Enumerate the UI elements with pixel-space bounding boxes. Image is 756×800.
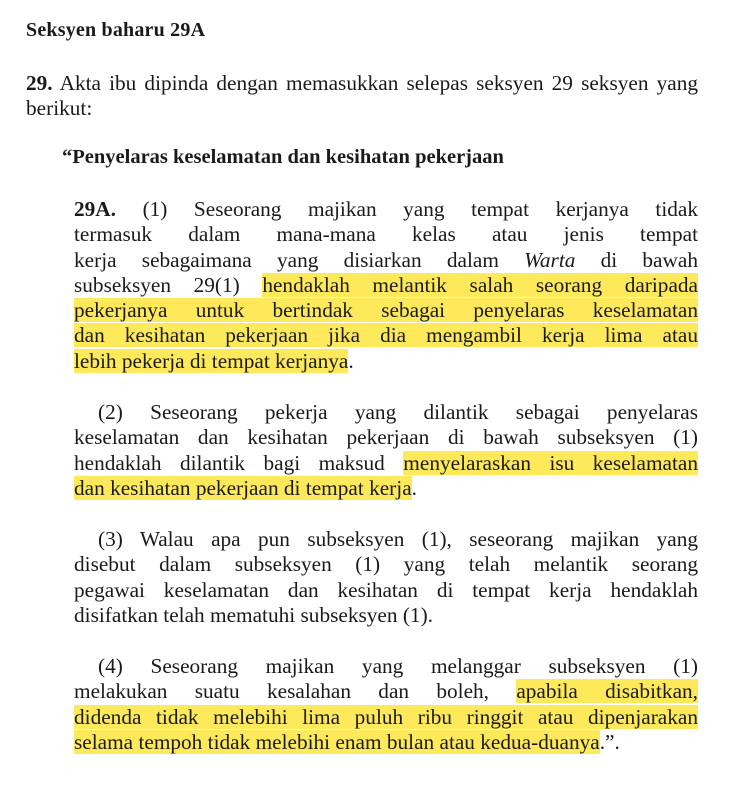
paragraph-text: Akta ibu dipinda dengan memasukkan selepas seksyen 29 seksyen yang berikut:	[26, 71, 699, 120]
s3-line	[74, 527, 698, 552]
s1-text: kerja sebagaimana yang disiarkan dalam	[74, 247, 499, 272]
s1-text: (1) Seseorang majikan yang tempat kerjanya tidak	[142, 197, 699, 221]
s2-text: hendaklah dilantik bagi maksud	[74, 450, 385, 475]
s4-line	[74, 679, 698, 704]
highlighted-text: didenda tidak melebihi lima puluh ribu ringgit atau dipenjarakan	[74, 704, 698, 729]
new-section-title: “Penyelaras keselamatan dan kesihatan pekerjaan	[62, 146, 504, 168]
highlighted-text: hendaklah melantik salah seorang daripada	[262, 272, 699, 297]
s1-line	[74, 197, 698, 222]
s4-text: .”.	[599, 729, 620, 754]
s1-line	[74, 298, 698, 323]
section-heading	[26, 19, 205, 42]
s4-line	[74, 654, 698, 679]
s1-text: subseksyen 29(1)	[74, 272, 240, 297]
highlighted-text: selama tempoh tidak melebihi enam bulan atau kedua-duanya	[74, 729, 600, 754]
s2-line: keselamatan dan kesihatan pekerjaan di bawah subseksyen (1)	[74, 425, 698, 450]
s1-line	[74, 349, 698, 374]
highlighted-text: apabila disabitkan,	[516, 679, 698, 704]
s1-line	[74, 248, 698, 273]
s2-text: (2) Seseorang pekerja yang dilantik sebagai penyelaras	[98, 400, 698, 424]
s2-text: .	[411, 475, 417, 500]
s3-line: pegawai keselamatan dan kesihatan di tempat kerja hendaklah	[74, 577, 698, 602]
s4-line	[74, 730, 698, 755]
highlighted-text: menyelaraskan isu keselamatan	[403, 450, 699, 475]
s1-text: di bawah	[600, 247, 698, 272]
section-number-main: 29	[74, 197, 96, 221]
s2-line	[74, 451, 698, 476]
s2-line	[74, 476, 698, 501]
s4-line	[74, 705, 698, 730]
subsection-3	[74, 527, 698, 628]
warta-italic: Warta	[524, 247, 576, 272]
s1-line	[74, 323, 698, 348]
s4-text: melakukan suatu kesalahan dan boleh,	[74, 679, 489, 704]
subsection-2	[74, 400, 698, 501]
section-number	[74, 197, 116, 221]
s3-line: disebut dalam subseksyen (1) yang telah melantik seorang	[74, 552, 698, 577]
s3-text: (3) Walau apa pun subseksyen (1), seseorang majikan yang	[98, 527, 698, 551]
s4-text: (4) Seseorang majikan yang melanggar subseksyen (1)	[98, 654, 698, 678]
subsection-4	[74, 654, 698, 755]
highlighted-text: dan kesihatan pekerjaan di tempat kerja	[74, 475, 412, 500]
section-number-suffix: A.	[95, 197, 117, 221]
highlighted-text: dan kesihatan pekerjaan jika dia mengambil kerja lima atau	[74, 323, 698, 348]
highlighted-text: lebih pekerja di tempat kerjanya	[74, 348, 349, 373]
heading-text: Seksyen baharu 29	[26, 19, 191, 41]
s1-line	[74, 273, 698, 298]
heading-suffix: A	[190, 19, 206, 41]
s3-line: disifatkan telah mematuhi subseksyen (1).	[74, 602, 434, 627]
s1-line: termasuk dalam mana-mana kelas atau jenis tempat	[74, 222, 698, 247]
amendment-paragraph	[26, 71, 698, 121]
s1-text: .	[348, 348, 354, 373]
paragraph-number: 29.	[26, 71, 53, 95]
highlighted-text: pekerjanya untuk bertindak sebagai penyelaras keselamatan	[74, 298, 698, 323]
s2-line	[74, 400, 698, 425]
subsection-1	[74, 197, 698, 374]
